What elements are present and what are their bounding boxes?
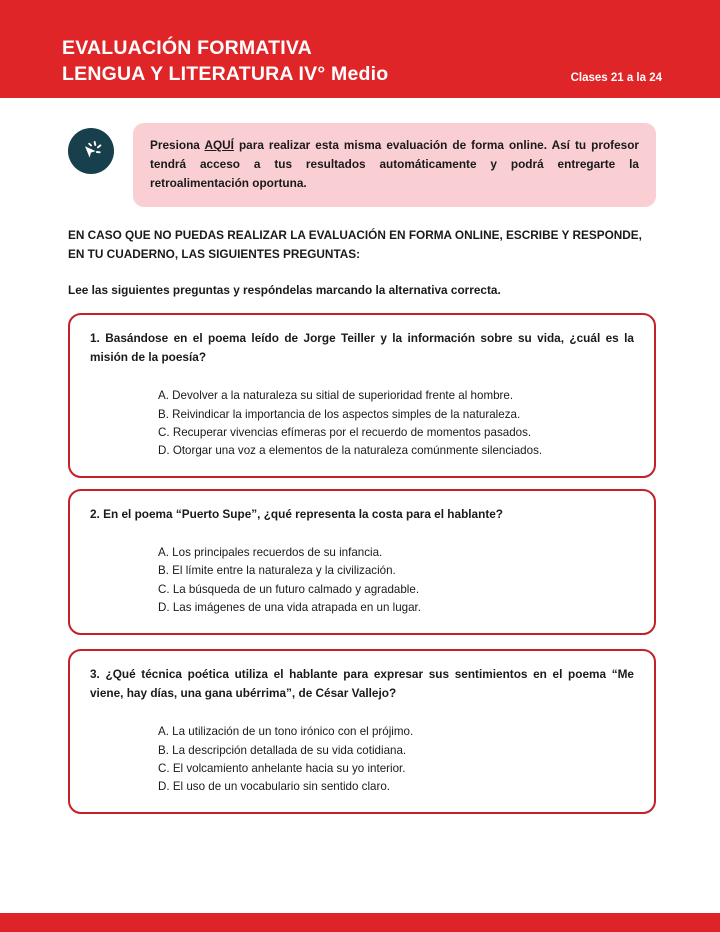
notice-box xyxy=(133,123,656,207)
option-item[interactable]: B. La descripción detallada de su vida cotidiana. xyxy=(158,743,407,757)
question-box-2 xyxy=(68,489,656,635)
instructions-lee-text: Lee las siguientes preguntas y respóndelas marcando la alternativa correcta. xyxy=(68,283,501,297)
question-box-3 xyxy=(68,649,656,814)
option-item[interactable]: A. Los principales recuerdos de su infancia. xyxy=(158,546,383,560)
question-2-text: 2. En el poema “Puerto Supe”, ¿qué representa la costa para el hablante? xyxy=(90,507,504,521)
page-title-line2: LENGUA Y LITERATURA IV° Medio xyxy=(62,62,389,85)
question-3-options xyxy=(158,723,634,796)
classes-range-label: Clases 21 a la 24 xyxy=(570,72,662,85)
option-item[interactable]: B. El límite entre la naturaleza y la civilización. xyxy=(158,564,396,578)
option-item[interactable]: D. Las imágenes de una vida atrapada en un lugar. xyxy=(158,601,421,615)
footer-band xyxy=(0,913,720,932)
option-item[interactable]: C. El volcamiento anhelante hacia su yo interior. xyxy=(158,761,406,775)
question-1-text: 1. Basándose en el poema leído de Jorge Teiller y la información sobre su vida, ¿cuál es la misión de la poesía? xyxy=(90,331,634,365)
option-item[interactable]: D. Otorgar una voz a elementos de la naturaleza comúnmente silenciados. xyxy=(158,444,543,458)
instructions-block xyxy=(68,226,658,264)
notice-text-before-link: Presiona xyxy=(150,138,205,152)
header-content xyxy=(62,36,662,87)
option-item[interactable]: A. Devolver a la naturaleza su sitial de superioridad frente al hombre. xyxy=(158,389,514,403)
online-notice xyxy=(68,123,656,207)
notice-paragraph xyxy=(150,136,639,193)
option-item[interactable]: C. Recuperar vivencias efímeras por el recuerdo de momentos pasados. xyxy=(158,425,532,439)
question-box-1 xyxy=(68,313,656,478)
header-titles xyxy=(62,36,388,87)
aqui-link[interactable]: AQUÍ xyxy=(204,138,234,152)
question-3-text: 3. ¿Qué técnica poética utiliza el hablante para expresar sus sentimientos en el poema “Me viene, hay días, una gana ubérrima”, de César Vallejo? xyxy=(90,667,634,701)
instructions-caps-text: EN CASO QUE NO PUEDAS REALIZAR LA EVALUACIÓN EN FORMA ONLINE, ESCRIBE Y RESPONDE, EN TU CUADERNO, LAS SIGUIENTES PREGUNTAS: xyxy=(68,228,642,261)
header-band xyxy=(0,0,720,98)
question-2-options xyxy=(158,544,634,617)
question-1-options xyxy=(158,387,634,460)
page-title-line1: EVALUACIÓN FORMATIVA xyxy=(62,37,312,59)
option-item[interactable]: B. Reivindicar la importancia de los aspectos simples de la naturaleza. xyxy=(158,407,521,421)
cursor-click-icon xyxy=(68,128,114,174)
option-item[interactable]: C. La búsqueda de un futuro calmado y agradable. xyxy=(158,582,420,596)
option-item[interactable]: A. La utilización de un tono irónico con el prójimo. xyxy=(158,725,414,739)
notice-text-after-link: para realizar esta misma evaluación de forma online. Así tu profesor tendrá acceso a tus resultados automáticamente y podrá entregarte la retroalimentación oportuna. xyxy=(150,138,640,191)
option-item[interactable]: D. El uso de un vocabulario sin sentido claro. xyxy=(158,780,391,794)
header-title-block xyxy=(62,36,662,87)
